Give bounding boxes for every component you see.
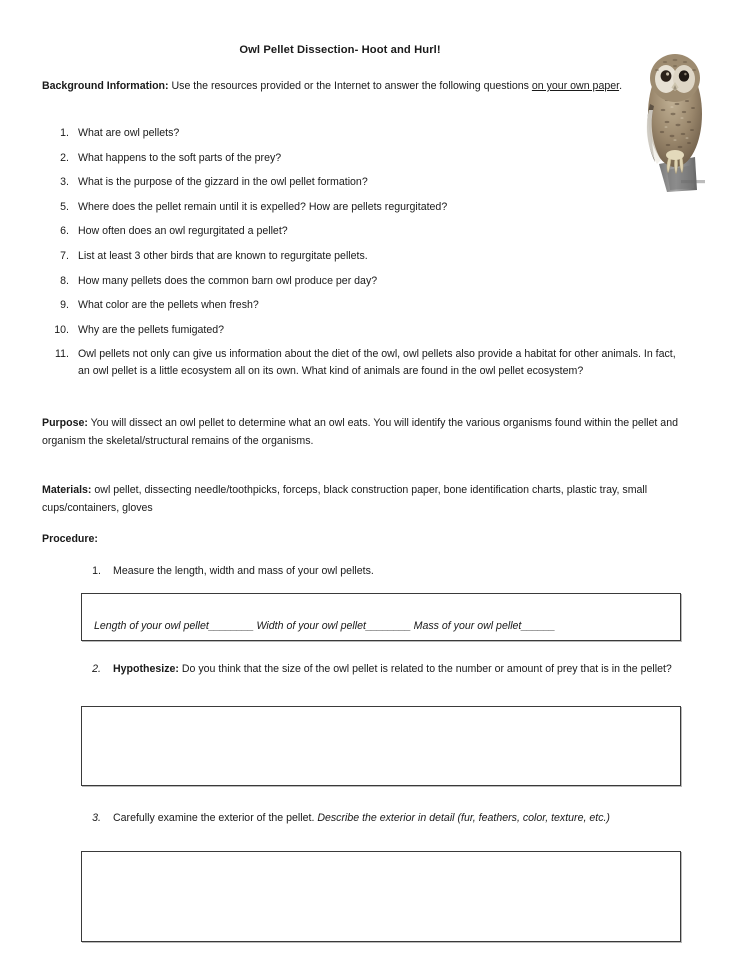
width-label: Width of your owl pellet [253, 620, 366, 632]
question-number: 5. [60, 200, 69, 213]
measurement-answer-box[interactable] [81, 593, 681, 641]
procedure-step [82, 563, 686, 580]
question-text: How often does an owl regurgitated a pellet? [78, 225, 288, 238]
background-tail: . [619, 80, 623, 92]
procedure-step-text [113, 661, 686, 678]
question-item [42, 125, 682, 141]
mass-blank[interactable]: ______ [521, 620, 555, 632]
measurement-prompt-line [94, 620, 555, 632]
mass-label: Mass of your owl pellet [410, 620, 522, 632]
materials-paragraph [42, 481, 714, 517]
procedure-step [82, 810, 686, 827]
question-number: 2. [60, 151, 69, 164]
exterior-text: Carefully examine the exterior of the pellet. [113, 812, 318, 824]
purpose-paragraph [42, 414, 714, 450]
question-text: What are owl pellets? [78, 127, 180, 139]
procedure-step-text [113, 810, 686, 827]
question-text: Why are the pellets fumigated? [78, 323, 225, 336]
question-item [42, 346, 682, 379]
materials-label: Materials: [42, 484, 92, 496]
question-item [42, 297, 682, 313]
purpose-text: You will dissect an owl pellet to determine what an owl eats. You will identify the various organisms found within the pellet and organism the skeletal/structural remains of the organisms. [42, 417, 678, 447]
question-item [42, 223, 682, 239]
question-text: What is the purpose of the gizzard in the owl pellet formation? [78, 176, 368, 189]
question-item [42, 322, 682, 338]
background-label: Background Information: [42, 80, 169, 92]
procedure-heading: Procedure: [42, 533, 98, 545]
exterior-description-answer-box[interactable] [81, 851, 681, 942]
question-number: 8. [60, 274, 69, 287]
question-text: Owl pellets not only can give us information about the diet of the owl, owl pellets also provide a habitat for other animals. In fact, an owl pellet is a little ecosystem all on its own. What kind of animals are found in the owl pellet ecosystem? [78, 348, 676, 377]
hypothesis-answer-box[interactable] [81, 706, 681, 786]
length-blank[interactable]: ________ [208, 620, 254, 632]
length-label: Length of your owl pellet [94, 620, 209, 632]
question-text: What color are the pellets when fresh? [78, 299, 259, 312]
procedure-step-number: 1. [92, 565, 101, 577]
question-number: 11. [55, 348, 69, 361]
materials-text: owl pellet, dissecting needle/toothpicks, forceps, black construction paper, bone identification charts, plastic tray, small cups/containers, gloves [42, 484, 648, 514]
hypothesize-label: Hypothesize: [113, 663, 179, 675]
question-text: What happens to the soft parts of the prey? [78, 151, 282, 164]
question-text: List at least 3 other birds that are known to regurgitate pellets. [78, 249, 368, 262]
hypothesize-text: Do you think that the size of the owl pellet is related to the number or amount of prey that is in the pellet? [178, 663, 672, 675]
width-blank[interactable]: ________ [365, 620, 411, 632]
question-item [42, 174, 682, 190]
question-number: 3. [60, 176, 69, 189]
procedure-step-number: 3. [92, 812, 101, 824]
question-item [42, 248, 682, 264]
question-number: 9. [60, 299, 69, 312]
question-text: Where does the pellet remain until it is expelled? How are pellets regurgitated? [78, 200, 448, 213]
question-number: 1. [60, 127, 69, 139]
question-item [42, 273, 682, 289]
background-text: Use the resources provided or the Internet to answer the following questions [168, 80, 532, 92]
purpose-label: Purpose: [42, 417, 88, 429]
question-item [42, 150, 682, 166]
procedure-step-number: 2. [92, 663, 101, 675]
question-item [42, 199, 682, 215]
page-title: Owl Pellet Dissection- Hoot and Hurl! [239, 44, 441, 56]
question-number: 6. [60, 225, 69, 238]
procedure-step-text: Measure the length, width and mass of your owl pellets. [113, 565, 374, 577]
question-number: 10. [54, 323, 69, 336]
exterior-italic-instruction: Describe the exterior in detail (fur, feathers, color, texture, etc.) [317, 812, 610, 824]
question-text: How many pellets does the common barn owl produce per day? [78, 274, 378, 287]
background-underlined-text: on your own paper [531, 80, 620, 92]
background-information-paragraph [42, 77, 642, 95]
background-questions-list [42, 125, 682, 388]
question-number: 7. [60, 249, 69, 262]
procedure-step [82, 661, 686, 678]
